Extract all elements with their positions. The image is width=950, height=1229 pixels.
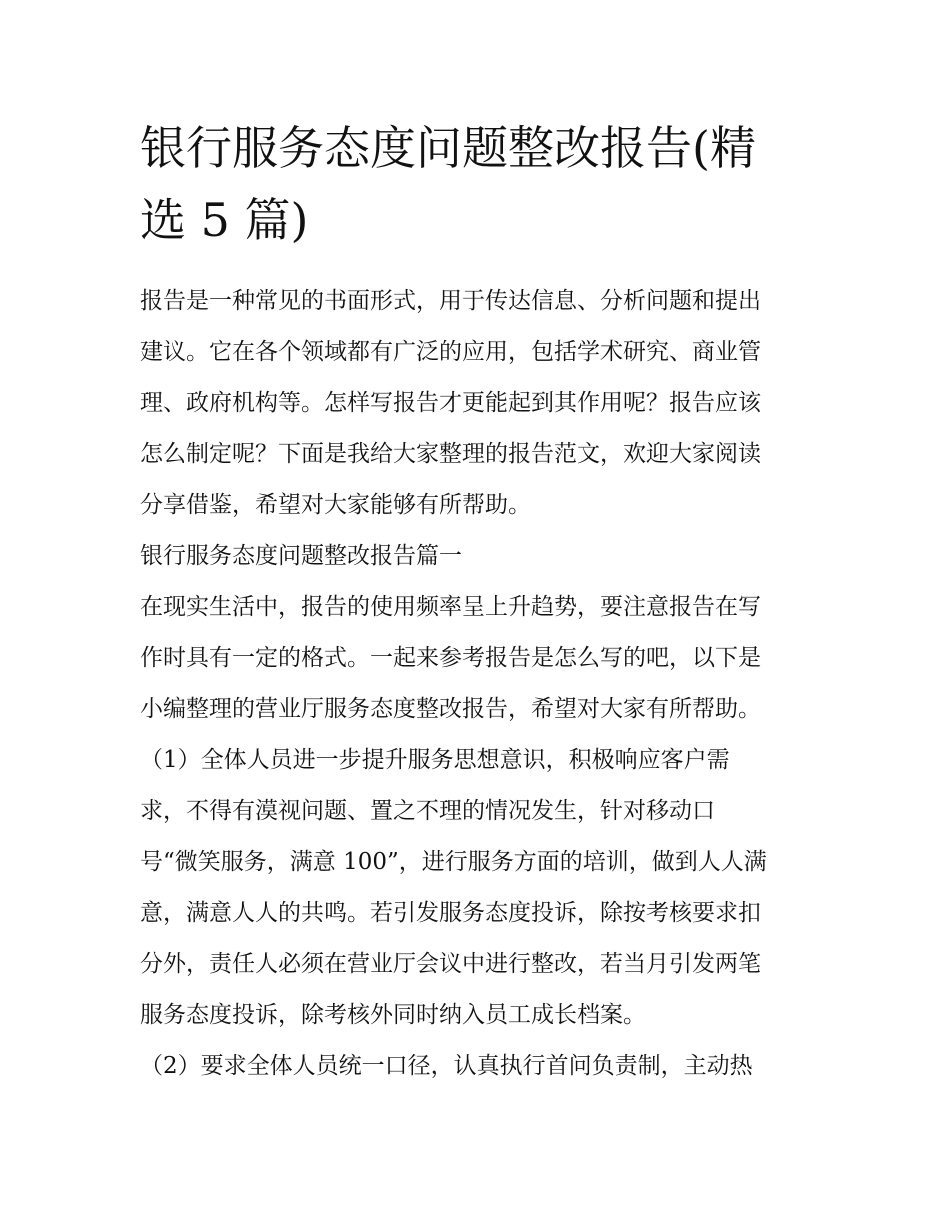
intro-paragraph-line: 报告是一种常见的书面形式，用于传达信息、分析问题和提出 — [140, 288, 761, 314]
item-1-line: 号“微笑服务，满意 100”，进行服务方面的培训，做到人人满 — [140, 849, 767, 875]
section-paragraph-line: 在现实生活中，报告的使用频率呈上升趋势，要注意报告在写 — [140, 594, 761, 620]
intro-paragraph-line: 怎么制定呢？下面是我给大家整理的报告范文，欢迎大家阅读 — [140, 441, 761, 467]
document-title — [140, 112, 820, 256]
document-body — [140, 276, 820, 1092]
section-paragraph-line: 作时具有一定的格式。一起来参考报告是怎么写的吧，以下是 — [140, 645, 761, 671]
item-1-line: 服务态度投诉，除考核外同时纳入员工成长档案。 — [140, 1002, 646, 1028]
intro-paragraph-line: 建议。它在各个领域都有广泛的应用，包括学术研究、商业管 — [140, 339, 761, 365]
item-1-line: （1）全体人员进一步提升服务思想意识，积极响应客户需 — [140, 747, 730, 773]
item-1-line: 分外，责任人必须在营业厅会议中进行整改，若当月引发两笔 — [140, 951, 761, 977]
section-heading: 银行服务态度问题整改报告篇一 — [140, 543, 462, 569]
item-1-line: 意，满意人人的共鸣。若引发服务态度投诉，除按考核要求扣 — [140, 900, 761, 926]
item-2-line: （2）要求全体人员统一口径，认真执行首问负责制，主动热 — [140, 1053, 753, 1079]
item-1-line: 求，不得有漠视问题、置之不理的情况发生，针对移动口 — [140, 798, 715, 824]
title-line: 选 5 篇) — [140, 193, 309, 247]
section-paragraph-line: 小编整理的营业厅服务态度整改报告，希望对大家有所帮助。 — [140, 696, 761, 722]
intro-paragraph-line: 分享借鉴，希望对大家能够有所帮助。 — [140, 492, 531, 518]
title-line: 银行服务态度问题整改报告(精 — [140, 121, 756, 175]
intro-paragraph-line: 理、政府机构等。怎样写报告才更能起到其作用呢？报告应该 — [140, 390, 761, 416]
